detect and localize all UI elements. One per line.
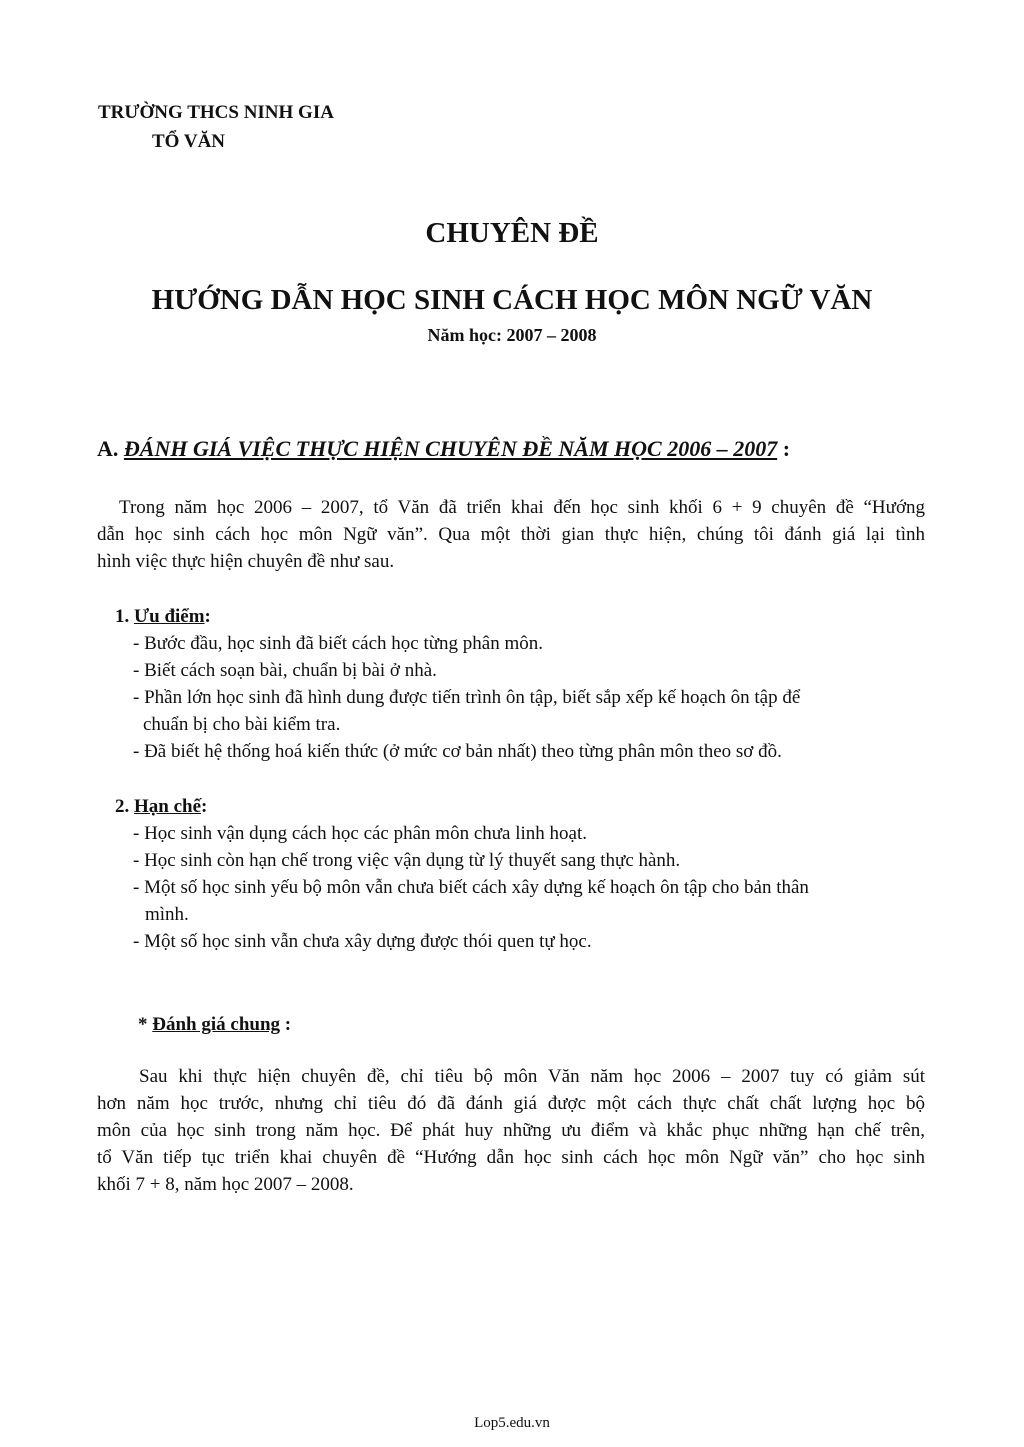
school-year: Năm học: 2007 – 2008 [427, 325, 597, 345]
advantages-number: 1. [115, 606, 130, 627]
intro-line: Trong năm học 2006 – 2007, tổ Văn đã triển khai đến học sinh khối 6 + 9 chuyên đề “Hướng [119, 497, 925, 518]
advantage-item: - Phần lớn học sinh đã hình dung được tiến trình ôn tập, biết sắp xếp kế hoạch ôn tập để [133, 687, 801, 708]
overall-line: môn của học sinh trong năm học. Để phát huy những ưu điểm và khắc phục những hạn chế trên, [97, 1120, 925, 1141]
overall-star: * [138, 1014, 148, 1035]
overall-paragraph [97, 1063, 925, 1198]
advantage-item: - Biết cách soạn bài, chuẩn bị bài ở nhà. [133, 660, 437, 681]
advantages-heading [115, 603, 211, 630]
document-title: CHUYÊN ĐỀ [425, 217, 599, 249]
limitations-colon: : [201, 796, 208, 817]
limitation-item: - Học sinh còn hạn chế trong việc vận dụng từ lý thuyết sang thực hành. [133, 850, 681, 871]
limitations-number: 2. [115, 796, 130, 817]
limitations-label: Hạn chế [134, 796, 202, 817]
section-a-heading [97, 434, 790, 464]
overall-label: Đánh giá chung [152, 1014, 281, 1035]
intro-line: hình việc thực hiện chuyên đề như sau. [97, 551, 395, 572]
intro-paragraph [97, 494, 925, 575]
department-name: TỔ VĂN [152, 131, 226, 152]
advantages-colon: : [204, 606, 211, 627]
footer-site: Lop5.edu.vn [474, 1415, 550, 1431]
limitation-item: - Một số học sinh vẫn chưa xây dựng được thói quen tự học. [133, 931, 592, 952]
section-a-prefix: A. [97, 436, 119, 461]
school-name: TRƯỜNG THCS NINH GIA [98, 102, 334, 123]
limitations-heading [115, 793, 207, 820]
advantage-item: - Đã biết hệ thống hoá kiến thức (ở mức cơ bản nhất) theo từng phân môn theo sơ đồ. [133, 741, 782, 762]
section-a-colon: : [782, 436, 791, 461]
advantages-label: Ưu điểm [134, 606, 205, 627]
limitation-item: - Học sinh vận dụng cách học các phân môn chưa linh hoạt. [133, 823, 588, 844]
limitation-item-continuation: mình. [145, 904, 189, 925]
overall-heading [138, 1011, 291, 1038]
advantage-item-continuation: chuẩn bị cho bài kiểm tra. [143, 714, 341, 735]
section-a-title: ĐÁNH GIÁ VIỆC THỰC HIỆN CHUYÊN ĐỀ NĂM HỌC 2006 – 2007 [123, 436, 778, 461]
overall-colon: : [284, 1014, 292, 1035]
overall-line: Sau khi thực hiện chuyên đề, chỉ tiêu bộ môn Văn năm học 2006 – 2007 tuy có giảm sút [139, 1066, 925, 1087]
overall-line: khối 7 + 8, năm học 2007 – 2008. [97, 1174, 354, 1195]
intro-line: dẫn học sinh cách học môn Ngữ văn”. Qua một thời gian thực hiện, chúng tôi đánh giá lại tình [97, 524, 925, 545]
advantage-item: - Bước đầu, học sinh đã biết cách học từng phân môn. [133, 633, 544, 654]
document-subtitle: HƯỚNG DẪN HỌC SINH CÁCH HỌC MÔN NGỮ VĂN [151, 284, 873, 316]
overall-line: hơn năm học trước, nhưng chỉ tiêu đó đã đánh giá được một cách thực chất chất lượng học bộ [97, 1093, 925, 1114]
overall-line: tổ Văn tiếp tục triển khai chuyên đề “Hướng dẫn học sinh cách học môn Ngữ văn” cho học sinh [97, 1147, 925, 1168]
limitation-item: - Một số học sinh yếu bộ môn vẫn chưa biết cách xây dựng kế hoạch ôn tập cho bản thân [133, 877, 809, 898]
